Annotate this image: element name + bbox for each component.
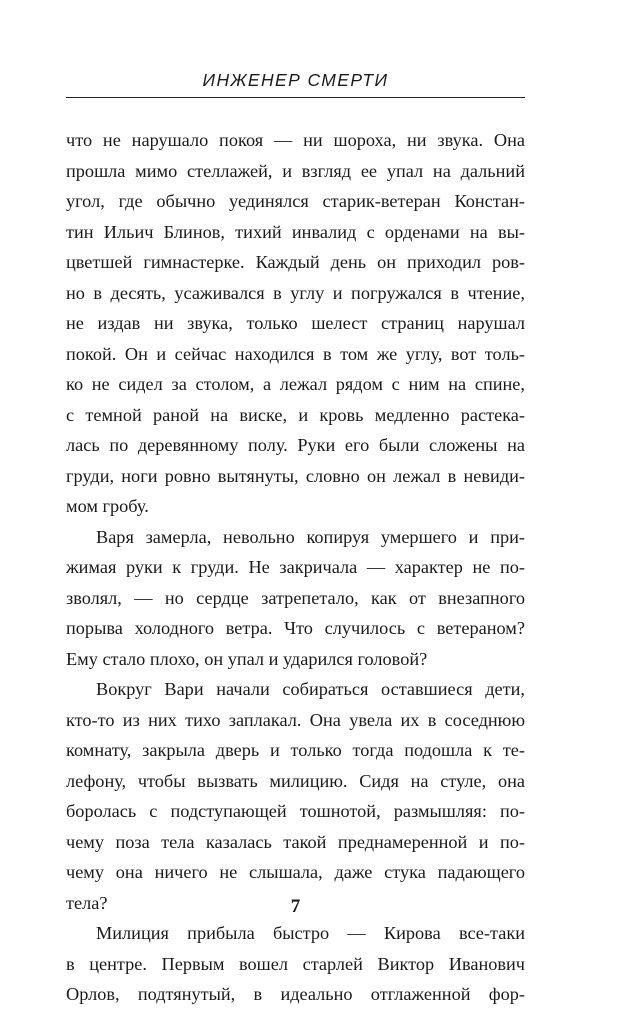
text-line: лефону, чтобы вызвать милицию. Сидя на стуле, она xyxy=(66,770,525,791)
text-line: ко не сидел за столом, а лежал рядом с ним на спине, xyxy=(66,374,525,394)
paragraph xyxy=(66,125,525,522)
text-line: покой. Он и сейчас находился в том же углу, вот толь- xyxy=(66,343,525,364)
text-line: кто-то из них тихо заплакал. Она увела их в соседнюю xyxy=(66,709,525,730)
text-line: но в десять, усаживался в углу и погружался в чтение, xyxy=(66,282,525,303)
page-number: 7 xyxy=(290,896,301,917)
text-line: прошла мимо стеллажей, и взгляд ее упал на дальний xyxy=(66,160,525,181)
text-line: что не нарушало покоя — ни шороха, ни звука. Она xyxy=(66,130,525,150)
text-line: Милиция прибыла быстро — Кирова все-таки xyxy=(96,923,525,943)
body-text xyxy=(66,125,525,1010)
text-line: лась по деревянному полу. Руки его были сложены на xyxy=(66,435,525,455)
text-line: жимая руки к груди. Не закричала — характер не по- xyxy=(66,557,525,577)
text-line: угол, где обычно уединялся старик-ветеран Констан- xyxy=(66,191,525,211)
running-head: ИНЖЕНЕР СМЕРТИ xyxy=(202,70,389,90)
text-line: тела? xyxy=(66,892,108,913)
text-line: чему она ничего не слышала, даже стука падающего xyxy=(66,862,525,882)
text-line: Вокруг Вари начали собираться оставшиеся дети, xyxy=(96,679,525,699)
text-line: чему поза тела казалась такой преднамеренной и по- xyxy=(66,831,525,852)
text-line: Ему стало плохо, он упал и ударился головой? xyxy=(66,648,428,669)
text-line: с темной раной на виске, и кровь медленно растека- xyxy=(66,404,525,425)
text-line: порыва холодного ветра. Что случилось с ветераном? xyxy=(66,618,525,638)
text-line: не издав ни звука, только шелест страниц нарушал xyxy=(66,313,525,333)
paragraph xyxy=(66,522,525,675)
text-line: тин Ильич Блинов, тихий инвалид с орденами на вы- xyxy=(66,221,525,242)
text-line: груди, ноги ровно вытянуты, словно он лежал в невиди- xyxy=(66,465,525,486)
text-line: в центре. Первым вошел старлей Виктор Иванович xyxy=(66,953,525,974)
header-rule xyxy=(66,97,525,98)
text-line: мом гробу. xyxy=(66,496,149,516)
text-line: Орлов, подтянутый, в идеально отглаженной фор- xyxy=(66,984,525,1004)
text-line: зволял, — но сердце затрепетало, как от внезапного xyxy=(66,587,525,608)
paragraph xyxy=(66,918,525,1010)
text-line: Варя замерла, невольно копируя умершего и при- xyxy=(96,526,525,547)
text-line: боролась с подступающей тошнотой, размышляя: по- xyxy=(66,801,525,821)
text-line: цветшей гимнастерке. Каждый день он приходил ров- xyxy=(66,252,525,272)
text-line: комнату, закрыла дверь и только тогда подошла к те- xyxy=(66,740,525,760)
paragraph xyxy=(66,674,525,918)
